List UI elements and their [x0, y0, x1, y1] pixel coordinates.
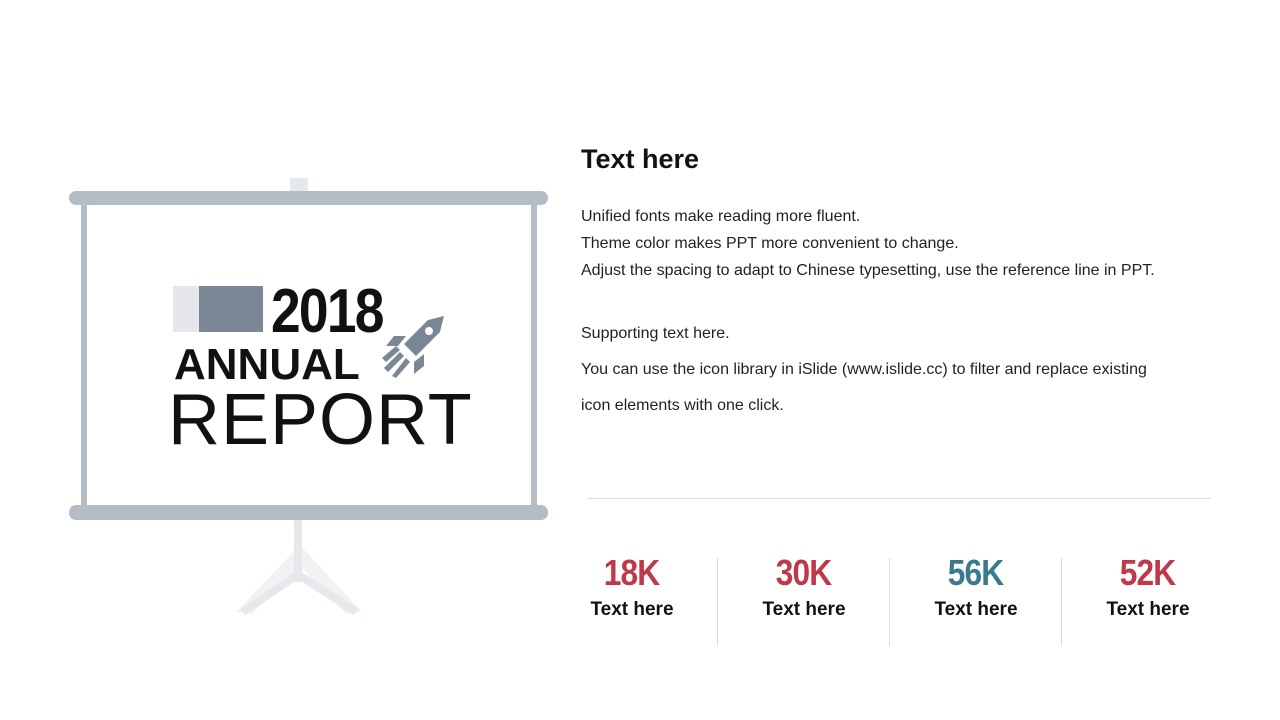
- support-line: icon elements with one click.: [581, 397, 784, 414]
- stat-value: 56K: [948, 552, 1004, 593]
- support-line: Supporting text here.: [581, 325, 730, 342]
- supporting-text: [581, 316, 1221, 424]
- content-heading: Text here: [581, 144, 700, 174]
- support-line: You can use the icon library in iSlide (www.islide.cc) to filter and replace existing: [581, 361, 1147, 378]
- stat-item: [718, 548, 890, 646]
- stat-label: Text here: [1106, 599, 1190, 620]
- stat-label: Text here: [934, 599, 1018, 620]
- logo-accent-dark: [199, 286, 263, 332]
- divider: [588, 498, 1211, 499]
- stat-label: Text here: [762, 599, 846, 620]
- body-line: Unified fonts make reading more fluent.: [581, 208, 861, 225]
- stat-item: [890, 548, 1062, 646]
- logo-accent-light: [173, 286, 199, 332]
- logo-report: REPORT: [168, 380, 473, 460]
- stat-label: Text here: [590, 599, 674, 620]
- body-line: Theme color makes PPT more convenient to change.: [581, 235, 959, 252]
- logo-year: 2018: [271, 277, 383, 346]
- stat-value: 30K: [776, 552, 832, 593]
- logo-annual: ANNUAL: [174, 340, 360, 389]
- body-text: [581, 203, 1221, 284]
- stat-value: 52K: [1120, 552, 1176, 593]
- stats-row: [546, 548, 1234, 648]
- stat-value: 18K: [604, 552, 660, 593]
- annual-report-logo: [168, 277, 473, 460]
- stat-item: [1062, 548, 1234, 646]
- stat-item: [546, 548, 718, 646]
- rocket-icon: [380, 314, 446, 380]
- body-line: Adjust the spacing to adapt to Chinese typesetting, use the reference line in PPT.: [581, 262, 1155, 279]
